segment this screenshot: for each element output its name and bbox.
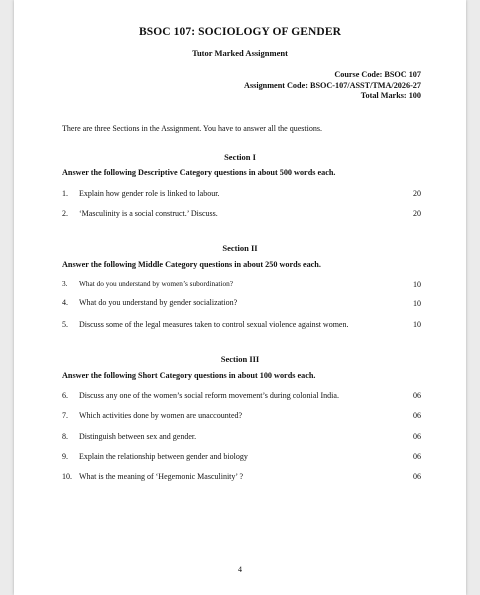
question-marks: 06: [413, 432, 421, 441]
question-marks: 20: [413, 189, 421, 198]
assignment-code: Assignment Code: BSOC-107/ASST/TMA/2026-27: [244, 80, 421, 90]
question-item: [62, 298, 422, 307]
question-text: Explain the relationship between gender and biology: [79, 452, 248, 461]
question-text: Distinguish between sex and gender.: [79, 432, 197, 441]
question-number: 9.: [62, 452, 68, 461]
question-marks: 06: [413, 472, 421, 481]
question-number: 7.: [62, 411, 68, 420]
section-1-heading: Section I: [224, 152, 256, 162]
question-text: What do you understand by gender socialization?: [79, 298, 238, 307]
question-number: 2.: [62, 209, 68, 218]
question-item: [62, 320, 422, 329]
section-2-instruction: Answer the following Middle Category questions in about 250 words each.: [62, 260, 321, 269]
question-number: 6.: [62, 391, 68, 400]
question-item: [62, 209, 422, 218]
question-item: [62, 391, 422, 400]
question-number: 8.: [62, 432, 68, 441]
assignment-codes-block: [244, 70, 421, 102]
question-item: [62, 432, 422, 441]
intro-text: There are three Sections in the Assignment. You have to answer all the questions.: [62, 124, 322, 133]
question-number: 10.: [62, 472, 72, 481]
question-marks: 10: [413, 320, 421, 329]
question-number: 4.: [62, 298, 68, 307]
question-marks: 10: [413, 299, 421, 308]
question-marks: 06: [413, 411, 421, 420]
question-item: [62, 472, 422, 481]
question-text: What is the meaning of ‘Hegemonic Masculinity’ ?: [79, 472, 244, 481]
page-number: 4: [238, 565, 242, 574]
question-number: 3.: [62, 279, 68, 288]
question-text: Explain how gender role is linked to labour.: [79, 189, 220, 198]
question-item: [62, 411, 422, 420]
section-3-instruction: Answer the following Short Category questions in about 100 words each.: [62, 371, 316, 380]
question-number: 5.: [62, 320, 68, 329]
question-marks: 10: [413, 280, 421, 289]
question-marks: 06: [413, 452, 421, 461]
question-marks: 06: [413, 391, 421, 400]
section-2-heading: Section II: [222, 243, 258, 253]
section-1-instruction: Answer the following Descriptive Category questions in about 500 words each.: [62, 168, 336, 177]
document-subtitle: Tutor Marked Assignment: [192, 48, 288, 58]
total-marks: Total Marks: 100: [360, 91, 421, 100]
question-number: 1.: [62, 189, 68, 198]
question-text: Which activities done by women are unaccounted?: [79, 411, 243, 420]
question-text: What do you understand by women’s subordination?: [79, 279, 234, 288]
question-item: [62, 189, 422, 198]
document-title: BSOC 107: SOCIOLOGY OF GENDER: [138, 26, 342, 38]
question-item: [62, 452, 422, 461]
question-item: [62, 279, 422, 288]
question-text: Discuss any one of the women’s social reform movement’s during colonial India.: [79, 391, 339, 400]
question-marks: 20: [413, 209, 421, 218]
document-page: [14, 0, 466, 595]
question-text: Discuss some of the legal measures taken to control sexual violence against women.: [79, 320, 349, 329]
course-code: Course Code: BSOC 107: [334, 70, 421, 79]
section-3-heading: Section III: [220, 354, 260, 364]
question-text: ‘Masculinity is a social construct.’ Discuss.: [79, 209, 218, 218]
